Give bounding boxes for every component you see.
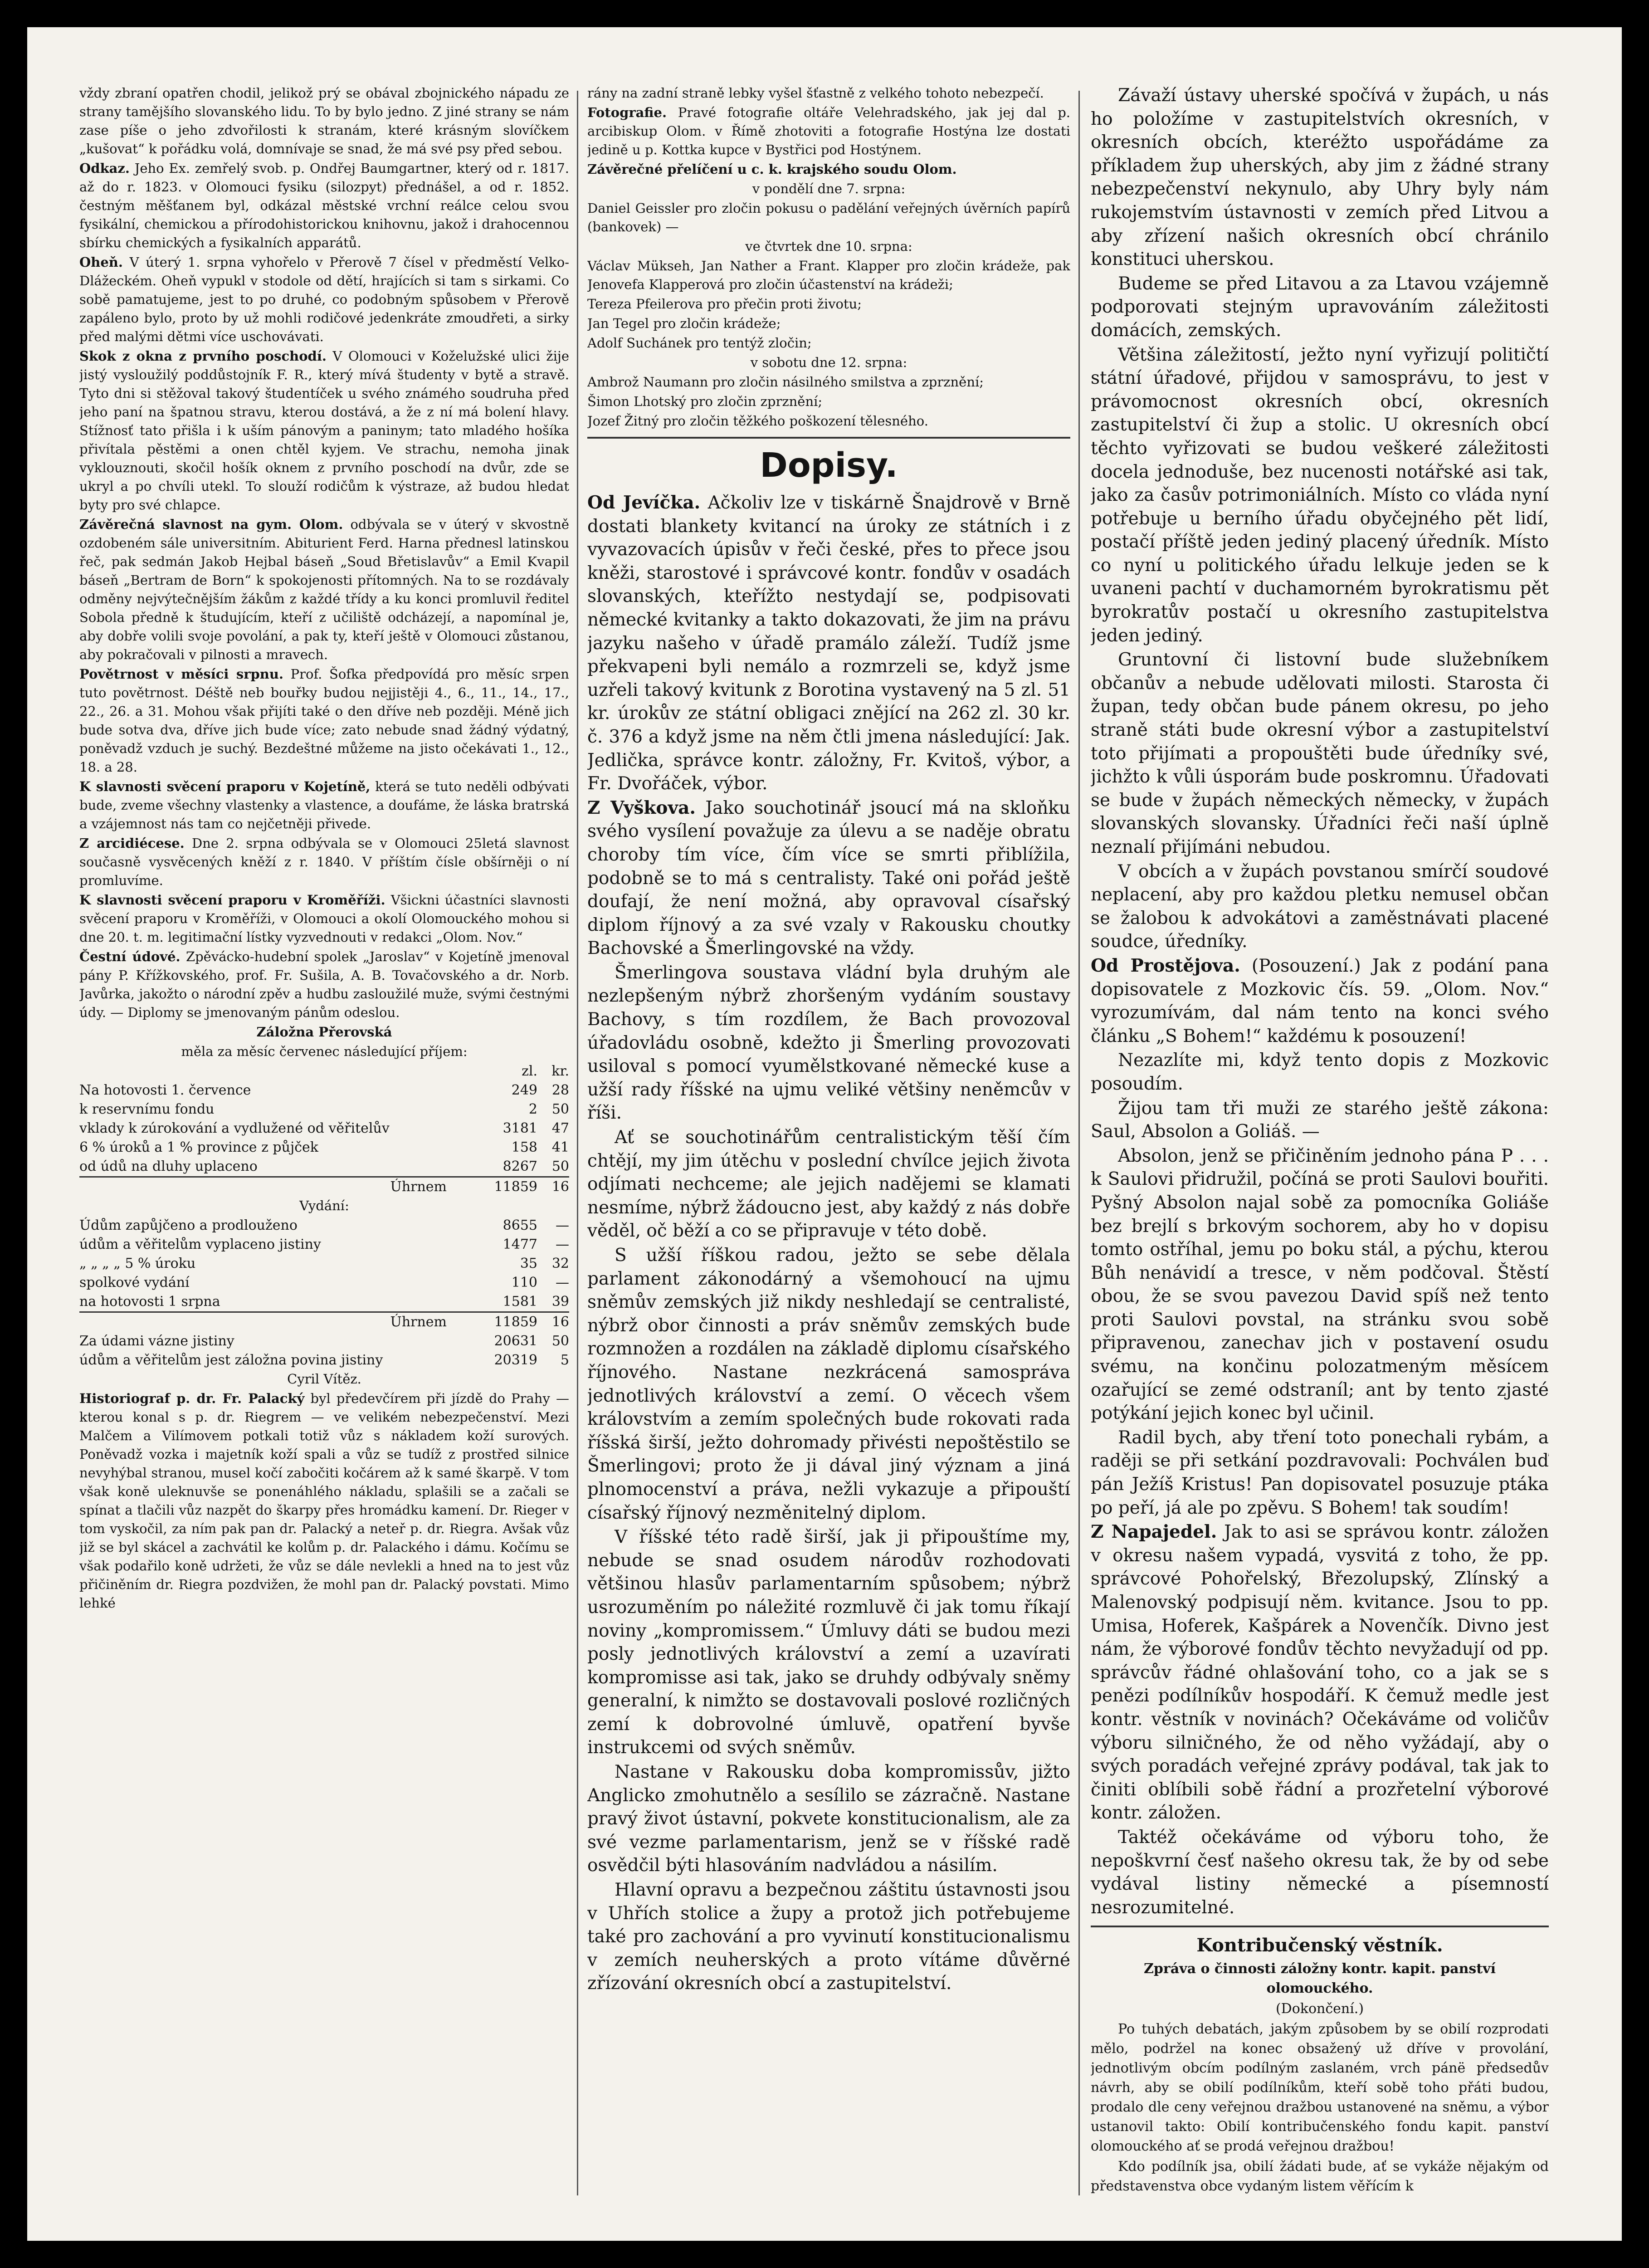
article-headline: Povětrnost v měsíci srpnu. bbox=[79, 666, 284, 682]
article-paragraph bbox=[587, 491, 1070, 796]
article-text: Většina záležitostí, ježto nyní vyřizují političtí státní úřadové, přijdou v samosprávu, to jest v právomocnost okresních obcí, okresních zastupitelství či žup a stolic. U okresních obcí těchto vyřizovati se budou veškeré záležitosti docela jednoduše, bez nucenosti notářské asi tak, jako za časův potrimoniálních. Místo co vláda nyní potřebuje u berního úřadu obyčejného pět lidí, postačí příště jeden jediný placený úředník. Místo co nyní u politického úřadu lelkuje jeden se k uvaneni pachtí v duchamorném byrokratismu pět byrokratův postačí u okresního zastupitelstva jeden jediný. bbox=[1091, 344, 1549, 646]
article-text: V úterý 1. srpna vyhořelo v Přerově 7 čísel v předměstí Velko-Dlážeckém. Oheň vypukl v stodole od dětí, hrajících si tam s sirkami. Co sobě pamatujeme, jest to po druhé, co podobným spůsobem v Přerově zapáleno bylo, proto by už mohli rodičové jedenkráte zmoudřeti, a sirky před malými dětmi více uschovávati. bbox=[79, 254, 569, 344]
article-paragraph bbox=[1091, 1520, 1549, 1825]
article-text: Absolon, jenž se přičiněním jednoho pána P . . . k Saulovi přidružil, počíná se proti Saulovi bouřiti. Pyšný Absolon najal sobě za pomocníka Goliáše bez brejlí s brkovým sochorem, aby ho v dopisu tomto ostříhal, jemu po boku stál, a pýchu, kterou Bůh nenávidí a tresce, v něm podčoval. Štěstí obou, že se svou pavezou David spíš než tento proti Saulovi povstal, na stránku svou sobě připravenou, zanechav jich v postavení osudu svému, na končinu polozatmeným měsícem ozařující se zemé odstraníl; ant by tento zjasté potýkání jejich konec byl učinil. bbox=[1091, 1145, 1549, 1424]
article-paragraph bbox=[587, 84, 1070, 103]
account-row bbox=[79, 1273, 569, 1292]
amount-kr: 16 bbox=[537, 1177, 569, 1197]
account-label: Úhrnem bbox=[79, 1177, 465, 1197]
column-left bbox=[79, 84, 569, 2211]
article-paragraph bbox=[1091, 343, 1549, 648]
centered-line: Vydání: bbox=[299, 1198, 349, 1213]
centered-line: (Dokončení.) bbox=[1275, 2001, 1364, 2017]
article-text: S užší říškou radou, ježto se sebe dělala parlament zákonodárný a všemohoucí na ujmu sněmův zemských již nikdy neshledají se centralisté, nýbrž obor činnosti a práv sněmův zemských bude rozmnožen a rozdálen na základě diplomu císařského říjnového. Nastane nezkrácená samospráva jednotlivých království a zemí. O věcech všem královstvím a zemím společných bude rokovati rada říšská širší, ježto dohromady přivésti nepoštěstilo se Šmerlingovi; proto že ji dával jiný význam a jiná plnomocenství a práva, nežli vykazuje a připouští císařský říjnový nezměnitelný diplom. bbox=[587, 1245, 1070, 1523]
article-headline: Fotografie. bbox=[587, 105, 667, 120]
article-headline: Od Jevíčka. bbox=[587, 492, 701, 513]
article-paragraph bbox=[587, 1760, 1070, 1877]
column-divider bbox=[1078, 91, 1080, 2195]
article-headline: Oheň. bbox=[79, 254, 123, 270]
article-paragraph bbox=[1091, 1144, 1549, 1425]
account-row bbox=[79, 1138, 569, 1157]
article-paragraph bbox=[1091, 1426, 1549, 1520]
article-headline: Z Vyškova. bbox=[587, 797, 696, 818]
centered-line: Zpráva o činnosti záložny kontr. kapit. panství olomouckého. bbox=[1144, 1961, 1496, 1997]
account-label: Údům zapůjčeno a prodlouženo bbox=[79, 1217, 298, 1233]
account-row bbox=[79, 1062, 569, 1081]
account-label: 6 % úroků a 1 % province z půjček bbox=[79, 1139, 318, 1155]
column-middle bbox=[587, 84, 1070, 2211]
newspaper-page bbox=[27, 27, 1622, 2241]
amount-kr: — bbox=[556, 1237, 569, 1252]
article-headline: Z Napajedel. bbox=[1091, 1521, 1217, 1543]
amount-zl: 158 bbox=[511, 1139, 537, 1155]
amount-kr: 16 bbox=[537, 1312, 569, 1332]
article-text: Šmerlingova soustava vládní byla druhým ale nezlepšeným nýbrž zhoršeným vydáním soustavy Bachovy, s tím rozdílem, že Bach provozoval úřadovládu osobně, kdežto ji Šmerling provozovati usiloval s pomocí vyumělstkované německé kuse a užší rady říšské na ujmu veliké většiny neněmcův v říši. bbox=[587, 962, 1070, 1124]
account-total-row bbox=[79, 1177, 569, 1197]
amount-kr: 41 bbox=[551, 1139, 569, 1155]
amount-zl: 8655 bbox=[503, 1217, 537, 1233]
article-headline: Skok z okna z prvního poschodí. bbox=[79, 348, 327, 364]
section-heading: Dopisy. bbox=[760, 446, 898, 485]
account-label: na hotovosti 1 srpna bbox=[79, 1294, 220, 1310]
column-divider bbox=[577, 91, 578, 2195]
amount-kr: 50 bbox=[551, 1333, 569, 1349]
amount-kr: 50 bbox=[551, 1158, 569, 1174]
article-text: Jan Tegel pro zločin krádeže; bbox=[587, 316, 781, 331]
amount-zl: 35 bbox=[520, 1256, 537, 1271]
article-paragraph bbox=[1091, 2157, 1549, 2196]
account-table bbox=[79, 1062, 569, 1197]
article-headline: Historiograf p. dr. Fr. Palacký bbox=[79, 1391, 305, 1406]
article-paragraph bbox=[587, 257, 1070, 294]
article-paragraph bbox=[587, 1126, 1070, 1243]
amount-kr: 5 bbox=[560, 1352, 569, 1368]
account-label: Úhrnem bbox=[79, 1312, 465, 1332]
article-paragraph bbox=[587, 412, 1070, 430]
article-paragraph bbox=[79, 1389, 569, 1613]
amount-zl: 20631 bbox=[494, 1333, 537, 1349]
article-text: odbývala se v úterý v skvostně ozdobeném sále universitním. Abiturient Ferd. Harna přednesl latinskou řeč, pak sedmán Jakob Hejbal báseň „Soud Břetislavův“ a Emil Kvapil báseň „Bertram de Born“ k spokojenosti přítomných. Na to se rozdávaly odměny nejvýtečnějším žákům z každé třídy a ku konci promluvil ředitel Sobola předně k študujícím, kteří z učiliště odcházejí, a napomínal je, aby dobře volili svoje povolání, a pak ty, kteří ještě v Olomouci zůstanou, aby pokračovali v pilnosti a mravech. bbox=[79, 517, 569, 662]
amount-kr: 28 bbox=[551, 1082, 569, 1098]
centered-line: Záložna Přerovská bbox=[256, 1024, 392, 1040]
article-text: V obcích a v župách povstanou smírčí soudové neplacení, aby pro každou pletku nemusel občan se žalobou k advokátovi a zaměstnávati placené soudce, úředníky. bbox=[1091, 861, 1549, 952]
article-paragraph bbox=[587, 103, 1070, 159]
account-row bbox=[79, 1351, 569, 1370]
article-paragraph bbox=[79, 347, 569, 514]
article-paragraph bbox=[1091, 84, 1549, 271]
amount-kr: — bbox=[556, 1217, 569, 1233]
article-paragraph bbox=[79, 159, 569, 252]
account-row bbox=[79, 1254, 569, 1273]
article-text: Nastane v Rakousku doba kompromissův, jižto Anglicko zmohutnělo a sesílilo se zázračně. Nastane pravý život ústavní, pokvete konstitucionalism, ale za své vezme parlamentarism, jenž se v říšské radě osvědčil býti hlasováním nadvládou a násilím. bbox=[587, 1762, 1070, 1876]
account-label: Na hotovosti 1. července bbox=[79, 1082, 251, 1098]
article-text: Daniel Geissler pro zločin pokusu o padělání veřejných úvěrních papírů (bankovek) — bbox=[587, 200, 1070, 235]
article-text: Budeme se před Litavou a za Ltavou vzájemně podporovati stejným upravováním záležitosti domácích, zemských. bbox=[1091, 273, 1549, 341]
centered-line: v sobotu dne 12. srpna: bbox=[750, 355, 907, 370]
centered-line: v pondělí dne 7. srpna: bbox=[752, 181, 906, 196]
article-paragraph bbox=[1091, 648, 1549, 859]
account-label: vklady k zúrokování a vydlužené od věřitelův bbox=[79, 1120, 390, 1136]
article-text: (Posouzení.) Jak z podání pana dopisovatele z Mozkovic čís. 59. „Olom. Nov.“ vyrozumívám, dal nám tento na konci svého článku „S Bohem!“ každému k posouzení! bbox=[1091, 955, 1549, 1046]
article-paragraph bbox=[79, 891, 569, 947]
article-paragraph bbox=[587, 961, 1070, 1125]
section-rule bbox=[587, 437, 1070, 439]
article-headline: K slavnosti svěcení praporu v Kojetíně, bbox=[79, 779, 371, 794]
account-label: od údů na dluhy uplaceno bbox=[79, 1158, 258, 1174]
article-text: vždy zbraní opatřen chodil, jelikož prý se obával zbojnického nápadu ze strany tamějšího slovanského lidu. To by bylo jedno. Z jiné strany se nám zase píše o jeho zdvořilosti k stranám, které krásným slovíčkem „kušovat“ k pořádku volá, domnívaje se snad, že má své psy před sebou. bbox=[79, 85, 569, 156]
account-label: k reservnímu fondu bbox=[79, 1101, 215, 1117]
article-text: Všickni účastníci slavnosti svěcení praporu v Kroměříži, v Olomouci a okolí Olomouckého mohou si dne 20. t. m. legitimační lístky vyzvednouti v redakci „Olom. Nov.“ bbox=[79, 892, 569, 945]
article-paragraph bbox=[1091, 954, 1549, 1048]
article-paragraph bbox=[587, 1525, 1070, 1760]
article-text: Václav Mükseh, Jan Nather a Frant. Klapper pro zločin krádeže, pak Jenovefa Klapperová pro zločin účastenství na krádeži; bbox=[587, 258, 1070, 292]
account-row bbox=[79, 1292, 569, 1312]
amount-kr: 39 bbox=[551, 1294, 569, 1310]
amount-kr: 32 bbox=[551, 1256, 569, 1271]
article-text: Jako souchotinář jsoucí má na skloňku svého vysílení považuje za úlevu a se naděje obratu choroby tím více, čím více se smrti přiblížila, podobně se to má s centralisty. Také oni pořád ještě doufají, že není možná, aby opravoval císařský diplom říjnový a za své vzaly v Rakousku choutky Bachovské a Šmerlingovské na vždy. bbox=[587, 797, 1070, 959]
article-paragraph bbox=[79, 777, 569, 833]
article-paragraph bbox=[79, 665, 569, 777]
article-paragraph bbox=[1091, 1049, 1549, 1095]
account-row bbox=[79, 1081, 569, 1100]
account-total-row bbox=[79, 1312, 569, 1332]
account-label: údům a věřitelům vyplaceno jistiny bbox=[79, 1237, 321, 1252]
section-rule bbox=[1091, 1926, 1549, 1927]
amount-zl: 249 bbox=[511, 1082, 537, 1098]
account-row bbox=[79, 1332, 569, 1351]
article-headline: Čestní údové. bbox=[79, 949, 181, 964]
account-row bbox=[79, 1216, 569, 1235]
amount-zl: 11859 bbox=[465, 1177, 537, 1197]
article-text: Tereza Pfeilerova pro přečin proti životu; bbox=[587, 296, 862, 312]
article-text: která se tuto neděli odbývati bude, zveme všechny vlastenky a vlastence, a doufáme, že láska bratrská a vzájemnost nás tam co nejčetněji přivede. bbox=[79, 779, 569, 831]
article-text: Nezazlíte mi, když tento dopis z Mozkovic posoudím. bbox=[1091, 1050, 1549, 1094]
column-right bbox=[1091, 84, 1549, 2211]
article-text: V říšské této radě širší, jak ji připouštíme my, nebude se snad osudem národův rozhodovati většinou hlasův parlamentarním spůsobem; nýbrž usrozuměním po náležité rozmluvě či jak tomu říkají noviny „kompromissem.“ Úmluvy dáti se budou mezi posly jednotlivých království a zemí a uzavírati kompromisse asi tak, jako se druhdy odbývaly sněmy generalní, k nimžto se dostavovali poslové rozličných zemí k dobrovolné úmluvě, opatření byvše instrukcemi od svých sněmův. bbox=[587, 1527, 1070, 1758]
article-paragraph bbox=[1091, 860, 1549, 953]
article-text: Hlavní opravu a bezpečnou záštitu ústavnosti jsou v Uhřích stolice a župy a protož jich potřebujeme také pro zachování a pro vyvinutí konstitucionalismu v zemích neuherských a proto vítáme důvěrné zřízování okresních obcí a zastupitelství. bbox=[587, 1880, 1070, 1994]
account-row bbox=[79, 1235, 569, 1254]
article-paragraph bbox=[79, 84, 569, 158]
article-text: Jozef Žitný pro zločin těžkého poškození tělesného. bbox=[587, 413, 928, 429]
column-heading: Kontribučenský věstník. bbox=[1196, 1935, 1443, 1956]
article-paragraph bbox=[79, 948, 569, 1022]
article-text: Zpěvácko-hudební spolek „Jaroslav“ v Kojetíně jmenoval pány P. Křížkovského, prof. Fr. Sušila, A. B. Tovačovského a dr. Norb. Javůrka, jakožto o národní zpěv a hudbu zasloužilé muže, svými čestnými údy. — Diplomy se jmenovaným pánům odeslou. bbox=[79, 949, 569, 1020]
article-paragraph bbox=[587, 314, 1070, 333]
amount-zl: 1477 bbox=[503, 1237, 537, 1252]
article-paragraph bbox=[587, 160, 1070, 179]
article-paragraph bbox=[1091, 2019, 1549, 2156]
article-text: Ať se souchotinářům centralistickým těší čím chtějí, my jim útěchu v poslední chvílce jejich života odjímati nechceme; ale jejich nadějemi se klamati nesmíme, nýbrž žádoucno jest, aby každý z nás dobře věděl, oč běží a co se připravuje v této době. bbox=[587, 1127, 1070, 1242]
article-paragraph bbox=[79, 253, 569, 346]
article-headline: Závěrečná slavnost na gym. Olom. bbox=[79, 517, 343, 532]
article-paragraph bbox=[587, 199, 1070, 236]
amount-zl: 1581 bbox=[503, 1294, 537, 1310]
account-label: spolkové vydání bbox=[79, 1275, 190, 1290]
article-text: rány na zadní straně lebky vyšel šťastně z velkého tohoto nebezpečí. bbox=[587, 85, 1044, 101]
centered-line: Cyril Vítěz. bbox=[287, 1371, 361, 1387]
article-text: Adolf Suchánek pro tentýž zločin; bbox=[587, 335, 812, 351]
article-paragraph bbox=[79, 834, 569, 890]
article-headline: Od Prostějova. bbox=[1091, 955, 1240, 976]
account-table bbox=[79, 1216, 569, 1370]
article-text: Jeho Ex. zemřelý svob. p. Ondřej Baumgartner, který od r. 1817. až do r. 1823. v Olomouci fysiku (silozpyt) přednášel, a od r. 1852. čestným měšťanem byl, odkázal městské vrchní reálce celou svou fysikální, chemickou a přírodohistorickou knihovnu, jakož i drahocennou sbírku chemických a fysikalních apparátů. bbox=[79, 161, 569, 250]
article-text: Pravé fotografie oltáře Velehradského, jak jej dal p. arcibiskup Olom. v Římě zhotoviti a fotografie Hostýna lze dostati jedině u p. Kottka kupce v Bystřici pod Hostýnem. bbox=[587, 105, 1070, 157]
article-text: Kdo podílník jsa, obilí žádati bude, ať se vykáže nějakým od představenstva obce vydaným listem věřícím k bbox=[1091, 2159, 1549, 2195]
amount-kr: 50 bbox=[551, 1101, 569, 1117]
article-text: Prof. Šofka předpovídá pro měsíc srpen tuto povětrnost. Déště neb bouřky budou nejjistěji 4., 6., 11., 14., 17., 22., 26. a 31. Mohou však přijíti také o den dříve neb později. Méně jich bude sotva dva, dříve jich bude více; zato nebude snad žádný výdatný, poněvadž vzduch je suchý. Bezdeštné můžeme na jisto očekávati 1., 12., 18. a 28. bbox=[79, 666, 569, 775]
amount-kr: 47 bbox=[551, 1120, 569, 1136]
article-text: Taktéž očekáváme od výboru toho, že nepoškvrní česť našeho okresu tak, že by od sebe vydával listiny německé a písemností nesrozumitelné. bbox=[1091, 1827, 1549, 1918]
article-text: Šimon Lhotský pro zločin zprznění; bbox=[587, 394, 823, 409]
article-text: Radil bych, aby tření toto ponechali rybám, a raději se při setkání pozdravovali: Pochválen buď pán Ježíš Kristus! Pan dopisovatel posuzuje ptáka po peří, já ale po zpěvu. S Bohem! tak soudím! bbox=[1091, 1427, 1549, 1518]
article-text: Gruntovní či listovní bude služebníkem občanův a nebude udělovati milosti. Starosta či župan, tedy občan bude pánem okresu, po jeho straně státi bude okresní výbor a zastupitelství toto přijímati a propouštěti bude úředníky své, jichžto k vůli úsporám bude poskromnu. Úřadovati se bude v župách německých německy, v župách slovanských slovansky. Úřadníci řeči naší úplně neznalí přijímáni nebudou. bbox=[1091, 650, 1549, 857]
amount-kr: — bbox=[556, 1275, 569, 1290]
article-paragraph bbox=[1091, 1826, 1549, 1919]
amount-zl: 3181 bbox=[503, 1120, 537, 1136]
account-label bbox=[79, 1062, 465, 1081]
account-row bbox=[79, 1119, 569, 1138]
article-text: Po tuhých debatách, jakým způsobem by se obilí rozprodati mělo, podržel na konec obsažený už dříve v provolání, jednotlivým obcím podílným zaslaném, vrch pánë předsedův návrh, aby se obilí podílníkům, kteří sobě toho přáti budou, prodalo dle ceny veřejnou dražbou ustanovené na sněmu, a výbor ustanovil takto: Obilí kontribučenského fondu kapit. panství olomouckého ať se prodá veřejnou dražbou! bbox=[1091, 2021, 1549, 2155]
article-headline: Z arcidiécese. bbox=[79, 836, 185, 851]
article-text: V Olomouci v Koželužské ulici žije jistý vysloužilý poddůstojník F. R., který mívá študenty v bytě a stravě. Tyto dni si stěžoval takový študentíček u svého známého soudruha před jeho paní na špatnou stravu, kterou dostává, a že z ní má bolení hlavy. Stížnosť tato přišla i k uším pánovým a paninym; tato mladého hošíka přivítala pěstěmi a onen chtěl kyjem. Ve strachu, nemoha jinak vyklouznouti, skočil hošík oknem z prvního poschodí na dvůr, zde se ukryl a po chvíli utekl. To slouží rodičům k výstraze, až budou hledat byty pro své chlapce. bbox=[79, 348, 569, 513]
article-text: Závaží ústavy uherské spočívá v župách, u nás ho položíme v zastupitelstvích okresních, v okresních obcích, kteréžto uspořádáme za příkladem žup uherských, aby jim z žádné strany nebezpečenství nekynulo, aby Uhry byly nám rukojemstvím ústavnosti v zemích před Litvou a aby zřízení našich okresních obcí chránilo konstituci uherskou. bbox=[1091, 85, 1549, 270]
article-paragraph bbox=[587, 1878, 1070, 1995]
article-headline: Odkaz. bbox=[79, 161, 130, 176]
article-headline: Závěrečné přelíčení u c. k. krajského soudu Olom. bbox=[587, 161, 957, 177]
article-text: Ačkoliv lze v tiskárně Šnajdrově v Brně dostati blankety kvitancí na úroky ze státních i z vyvazovacích úpisův v řeči české, přes to přece jsou kněži, starostové i správcové kontr. fondův v osadách slovanských, kteřížto nestydají se, podpisovati německé kvitanky a takto dokazovati, že jim na právu jazyku našeho v úřadě pramálo záleží. Tudíž jsme překvapeni byli nemálo a rozmrzeli se, když jsme uzřeli takový kvitunk z Borotina vystavený na 5 zl. 51 kr. úrokův ze státní obligaci znějící na 262 zl. 30 kr. č. 376 a když jsme na něm čtli jmena následující: Jak. Jedlička, správce kontr. záložny, Fr. Kvitoš, výbor, a Fr. Dvořáček, výbor. bbox=[587, 493, 1070, 794]
amount-zl: 8267 bbox=[503, 1158, 537, 1174]
amount-zl: 2 bbox=[528, 1101, 537, 1117]
article-paragraph bbox=[1091, 272, 1549, 342]
amount-zl: 11859 bbox=[465, 1312, 537, 1332]
article-paragraph bbox=[587, 392, 1070, 411]
article-paragraph bbox=[587, 373, 1070, 391]
article-text: Jak to asi se správou kontr. záložen v okresu našem vypadá, vysvitá z toho, že pp. správcové Pohořelský, Březolupský, Zlínský a Malenovský podpisují něm. kvitance. Jsou to pp. Umisa, Hoferek, Kašpárek a Novenčík. Divno jest nám, že výborové fondův těchto nevyžadují od pp. správcův řádné ohlašování toho, co a jak se s penězi podílníkův hospodáří. K čemuž medle jest kontr. věstník v novinách? Očekáváme od voličův výboru silničného, že od něho vyžádají, aby o svých poradách veřejné zprávy podával, tak jak to činiti oblíbili sobě řádní a prozřetelní výborové kontr. záložen. bbox=[1091, 1522, 1549, 1823]
centered-line: ve čtvrtek dne 10. srpna: bbox=[745, 239, 912, 254]
article-paragraph bbox=[587, 797, 1070, 960]
article-paragraph bbox=[587, 295, 1070, 313]
account-label: „ „ „ „ 5 % úroku bbox=[79, 1256, 196, 1271]
centered-line: měla za měsíc červenec následující příjem: bbox=[181, 1044, 468, 1059]
account-row bbox=[79, 1157, 569, 1177]
article-paragraph bbox=[1091, 1097, 1549, 1144]
article-paragraph bbox=[79, 515, 569, 664]
amount-zl: 110 bbox=[511, 1275, 537, 1290]
article-headline: K slavnosti svěcení praporu v Kroměříži. bbox=[79, 892, 385, 908]
article-paragraph bbox=[587, 1244, 1070, 1525]
article-text: byl předevčírem při jízdě do Prahy — kterou konal s p. dr. Riegrem — ve velikém nebezpečenství. Mezi Malčem a Vilímovem potkali totiž vůz s nákladem koží surových. Poněvadž vozka i majetník koží spali a vůz se tudíž z prostřed silnice nevyhýbal stranou, musel kočí zabočiti kočárem až k samé škarpě. V tom však koně uleknuvše se ponenáhlého nákladu, splašili se a začali se spínat a tlačili vůz nazpět do škarpy přes hromádku kamení. Dr. Rieger v tom vyskočil, za ním pak pan dr. Palacký a neteř p. dr. Riegra. Avšak vůz již se byl skácel a zachvátil ke kolům p. dr. Palackého i dámu. Kočímu se však podařilo koně udržeti, že vůz se dále nevlekli a hned na to jest vůz přičiněním dr. Riegra pozdvižen, že mohl pan dr. Palacký povstati. Mimo lehké bbox=[79, 1391, 569, 1611]
amount-zl: 20319 bbox=[494, 1352, 537, 1368]
amount-kr: kr. bbox=[551, 1063, 569, 1079]
amount-zl: zl. bbox=[522, 1063, 537, 1079]
account-label: Za údami vázne jistiny bbox=[79, 1333, 234, 1349]
account-label: údům a věřitelům jest záložna povina jistiny bbox=[79, 1352, 383, 1368]
article-text: Žijou tam tři muži ze starého ještě zákona: Saul, Absolon a Goliáš. — bbox=[1091, 1098, 1549, 1142]
article-paragraph bbox=[587, 334, 1070, 352]
account-row bbox=[79, 1100, 569, 1119]
article-text: Ambrož Naumann pro zločin násilného smilstva a zprznění; bbox=[587, 374, 984, 390]
article-text: Dne 2. srpna odbývala se v Olomouci 25letá slavnost současně vysvěcených kněží z r. 1840. V příštím čísle obšírněji o ní promluvíme. bbox=[79, 836, 569, 888]
